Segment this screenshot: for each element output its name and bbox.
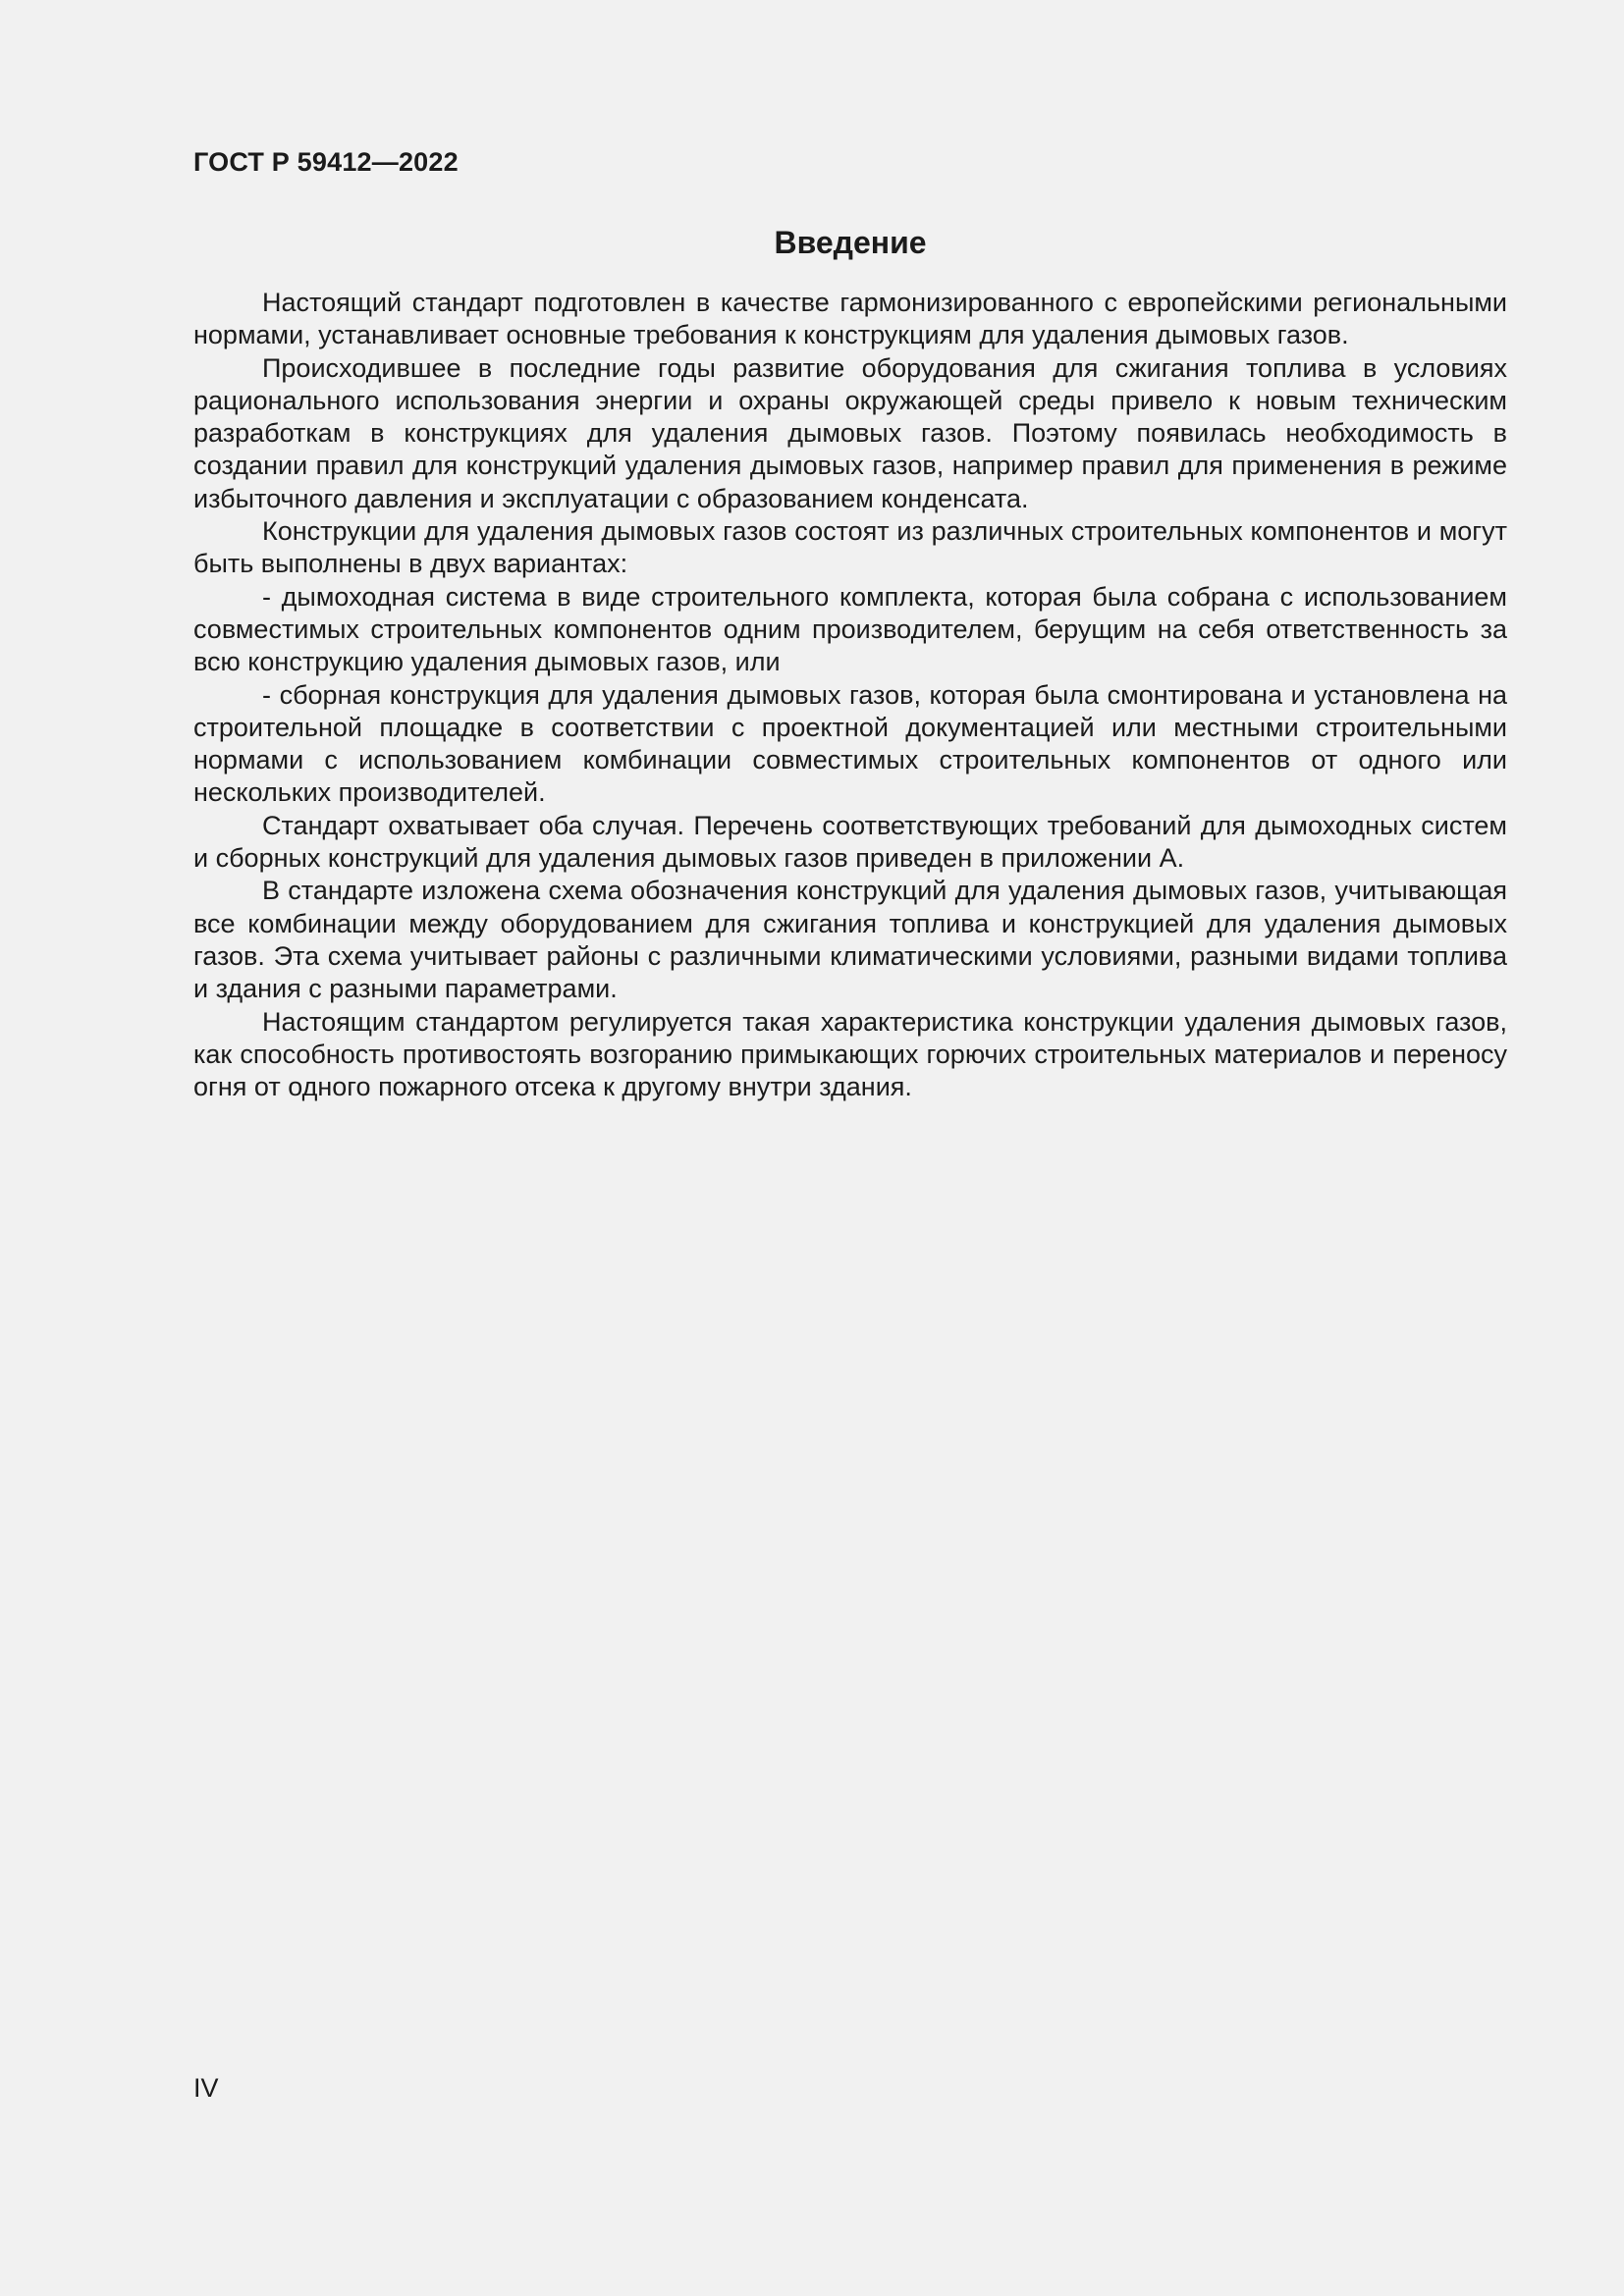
paragraph: В стандарте изложена схема обозначения конструкций для удаления дымовых газов, учитывающая все комбинации между оборудованием для сжигания топлива и конструкцией для удаления дымовых газов. Эта схема учитывает районы с различными климатическими условиями, разными видами топлива и здания с разными параметрами. <box>193 876 1507 1004</box>
introduction-body <box>193 287 1507 1103</box>
paragraph: Настоящим стандартом регулируется такая характеристика конструкции удаления дымовых газов, как способность противостоять возгоранию примыкающих горючих строительных материалов и переносу огня от одного пожарного отсека к другому внутри здания. <box>193 1006 1507 1102</box>
paragraph: Конструкции для удаления дымовых газов состоят из различных строительных компонентов и могут быть выполнены в двух вариантах: <box>193 516 1507 579</box>
paragraph: Настоящий стандарт подготовлен в качестве гармонизированного с европейскими региональными нормами, устанавливает основные требования к конструкциям для удаления дымовых газов. <box>193 288 1507 350</box>
paragraph: Стандарт охватывает оба случая. Перечень соответствующих требований для дымоходных систем и сборных конструкций для удаления дымовых газов приведен в приложении А. <box>193 810 1507 874</box>
list-item-paragraph: - дымоходная система в виде строительного комплекта, которая была собрана с использованием совместимых строительных компонентов одним производителем, берущим на себя ответственность за всю конструкцию удаления дымовых газов, или <box>193 581 1507 677</box>
section-title: Введение <box>774 225 927 260</box>
standard-header: ГОСТ Р 59412—2022 <box>193 147 459 177</box>
paragraph: Происходившее в последние годы развитие оборудования для сжигания топлива в условиях рационального использования энергии и охраны окружающей среды привело к новым техническим разработкам в конструкциях для удаления дымовых газов. Поэтому появилась необходимость в создании правил для конструкций удаления дымовых газов, например правил для применения в режиме избыточного давления и эксплуатации с образованием конденсата. <box>193 352 1507 513</box>
list-item-paragraph: - сборная конструкция для удаления дымовых газов, которая была смонтирована и установлена на строительной площадке в соответствии с проектной документацией или местными строительными нормами с использованием комбинации совместимых строительных компонентов от одного или нескольких производителей. <box>193 679 1507 808</box>
page-number: IV <box>193 2073 219 2103</box>
